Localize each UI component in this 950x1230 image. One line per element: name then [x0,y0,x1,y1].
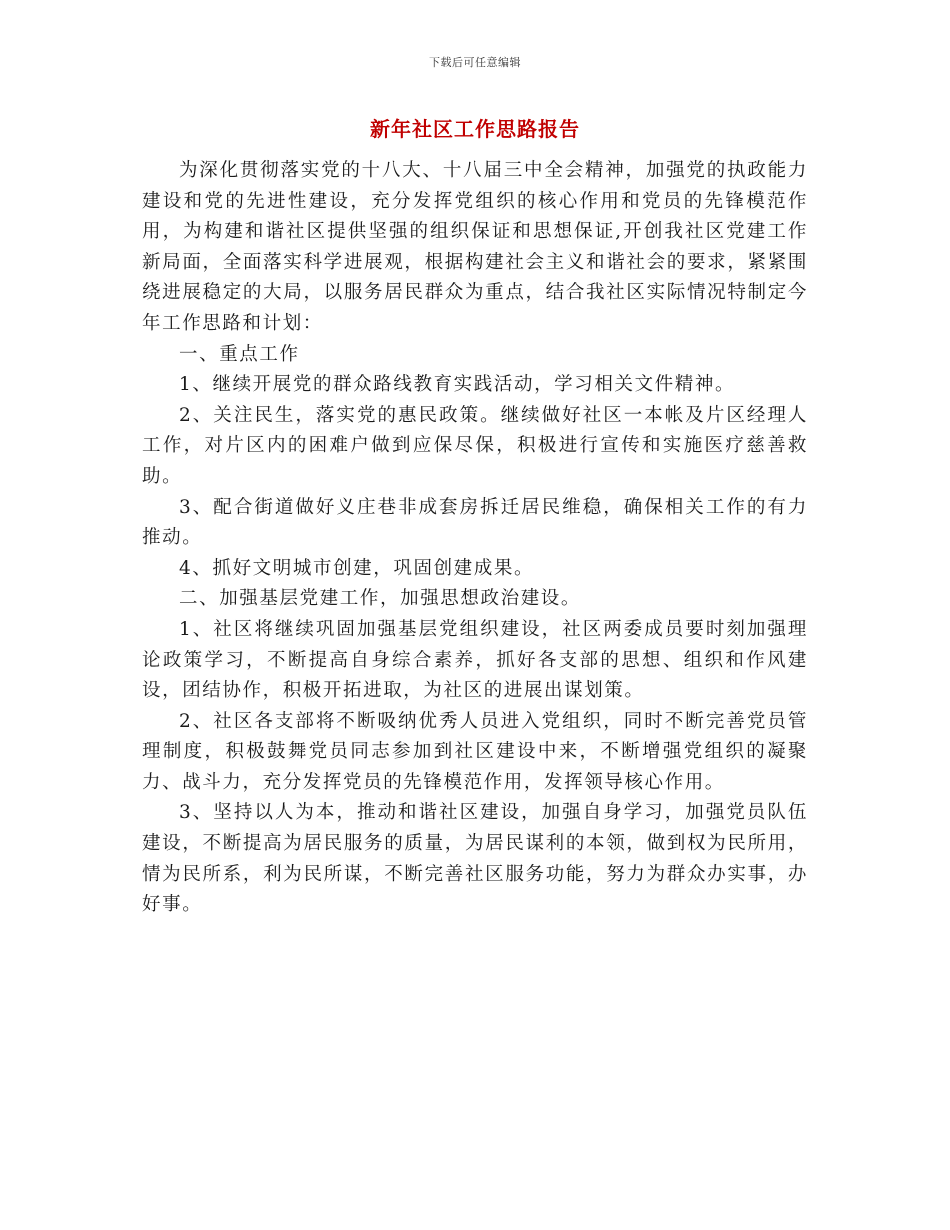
document-title: 新年社区工作思路报告 [370,117,580,141]
intro-paragraph: 为深化贯彻落实党的十八大、十八届三中全会精神，加强党的执政能力建设和党的先进性建设，充分发挥党组织的核心作用和党员的先锋模范作用，为构建和谐社区提供坚强的组织保证和思想保证,开创我社区党建工作新局面，全面落实科学进展观，根据构建社会主义和谐社会的要求，紧紧围绕进展稳定的大局，以服务居民群众为重点，结合我社区实际情况特制定今年工作思路和计划： [142,160,808,334]
header-note: 下载后可任意编辑 [429,56,521,69]
party-building-item-3: 3、坚持以人为本，推动和谐社区建设，加强自身学习，加强党员队伍建设，不断提高为居民服务的质量，为居民谋利的本领，做到权为民所用，情为民所系，利为民所谋，不断完善社区服务功能，努力为群众办实事，办好事。 [142,802,808,916]
document-body [142,156,808,921]
party-building-item-2: 2、社区各支部将不断吸纳优秀人员进入党组织，同时不断完善党员管理制度，积极鼓舞党员同志参加到社区建设中来，不断增强党组织的凝聚力、战斗力，充分发挥党员的先锋模范作用，发挥领导核心作用。 [142,710,808,793]
key-work-item-3: 3、配合街道做好义庄巷非成套房拆迁居民维稳，确保相关工作的有力推动。 [142,496,808,549]
key-work-item-4: 4、抓好文明城市创建，巩固创建成果。 [179,557,535,579]
key-work-item-2: 2、关注民生，落实党的惠民政策。继续做好社区一本帐及片区经理人工作，对片区内的困难户做到应保尽保，积极进行宣传和实施医疗慈善救助。 [142,404,808,487]
section-heading-party-building: 二、加强基层党建工作，加强思想政治建设。 [179,588,582,610]
section-heading-key-work: 一、重点工作 [179,343,300,365]
key-work-item-1: 1、继续开展党的群众路线教育实践活动，学习相关文件精神。 [179,374,736,396]
party-building-item-1: 1、社区将继续巩固加强基层党组织建设，社区两委成员要时刻加强理论政策学习，不断提高自身综合素养，抓好各支部的思想、组织和作风建设，团结协作，积极开拓进取，为社区的进展出谋划策。 [142,618,808,702]
